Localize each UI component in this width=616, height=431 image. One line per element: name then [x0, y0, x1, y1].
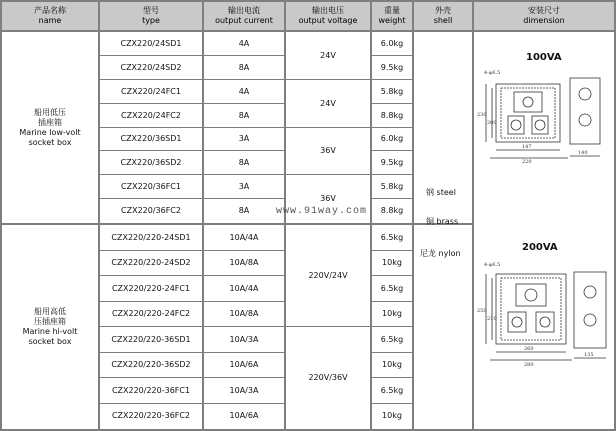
- group-name-line: 船用低压: [34, 107, 66, 117]
- cell-type: CZX220/220-36FC2: [111, 411, 191, 421]
- cell-type: CZX220/24SD1: [120, 38, 182, 48]
- cell-type: CZX220/220-24SD2: [111, 258, 191, 268]
- grid-row-line: [370, 150, 414, 151]
- grid-row-line: [370, 326, 414, 327]
- dimension-drawing-100va: [474, 64, 614, 164]
- dim-h1-100: 230: [477, 112, 487, 118]
- header-weight-en: weight: [378, 16, 406, 25]
- dimension-title-200va: 200VA: [522, 242, 558, 253]
- cell-voltage: 36V: [320, 194, 336, 204]
- group-name-line: socket box: [28, 337, 72, 346]
- group-name-line: socket box: [28, 137, 72, 147]
- header-name-en: name: [38, 16, 62, 25]
- shell-nylon: 尼龙 nylon: [420, 249, 461, 258]
- grid-row-line: [370, 174, 414, 175]
- cell-current: 10A/4A: [229, 232, 259, 242]
- cell-weight: 8.8kg: [380, 206, 404, 216]
- cell-voltage: 220V/36V: [308, 373, 348, 382]
- cell-type: CZX220/36FC2: [121, 206, 181, 216]
- dim-w1-100: 147: [522, 144, 532, 150]
- cell-voltage: 220V/24V: [308, 271, 348, 280]
- dim-w2-200: 280: [524, 362, 534, 368]
- header-type-en: type: [142, 16, 160, 25]
- grid-row-line: [98, 301, 286, 302]
- dim-h2-100: 200: [487, 120, 497, 126]
- cell-weight: 6.0kg: [380, 38, 404, 48]
- box-front-outline: [496, 274, 566, 344]
- grid-row-line: [98, 79, 286, 80]
- cell-weight: 6.5kg: [380, 232, 404, 242]
- group-name-line: Marine low-volt: [19, 127, 81, 137]
- cell-weight: 10kg: [382, 411, 402, 421]
- grid-row-line: [284, 174, 372, 175]
- cell-voltage: 36V: [320, 146, 336, 156]
- grid-row-line: [284, 127, 372, 128]
- cell-current: 4A: [238, 86, 250, 96]
- shell-brass: 铜 brass: [426, 217, 459, 226]
- grid-row-line: [98, 250, 286, 251]
- grid-row-line: [370, 103, 414, 104]
- dim-w1-200: 260: [524, 346, 534, 352]
- cell-weight: 6.0kg: [380, 134, 404, 144]
- box-side-outline: [574, 272, 606, 348]
- grid-row-line: [98, 198, 286, 199]
- cell-current: 8A: [238, 206, 250, 216]
- cell-type: CZX220/220-36SD1: [111, 334, 191, 344]
- header-dimension: [474, 2, 614, 30]
- cell-weight: 6.5kg: [380, 334, 404, 344]
- cell-type: CZX220/24SD2: [120, 62, 182, 72]
- cell-weight: 10kg: [382, 309, 402, 319]
- header-current-cn: 输出电流: [228, 6, 260, 15]
- cell-type: CZX220/220-24FC2: [111, 309, 191, 319]
- header-voltage: [286, 2, 370, 30]
- grid-row-line: [98, 403, 286, 404]
- cell-weight: 9.5kg: [380, 158, 404, 168]
- grid-row-line: [370, 79, 414, 80]
- grid-top: [0, 0, 616, 2]
- grid-row-line: [370, 55, 414, 56]
- grid-row-line: [98, 326, 286, 327]
- header-dimension-cn: 安装尺寸: [528, 6, 560, 15]
- dim-w2-100: 220: [522, 159, 532, 164]
- header-weight: [372, 2, 412, 30]
- cell-current: 8A: [238, 62, 250, 72]
- header-current: [204, 2, 284, 30]
- dim-h1-200: 250: [477, 308, 487, 314]
- dim-h2-200: 210: [487, 316, 497, 322]
- grid-row-line: [98, 55, 286, 56]
- header-voltage-en: output voltage: [298, 16, 358, 25]
- grid-row-line: [370, 250, 414, 251]
- grid-row-line: [98, 127, 286, 128]
- grid-row-line: [98, 174, 286, 175]
- cell-current: 10A/4A: [229, 283, 259, 293]
- cell-current: 10A/3A: [229, 334, 259, 344]
- grid-row-line: [370, 301, 414, 302]
- header-current-en: output current: [215, 16, 273, 25]
- grid-row-line: [98, 103, 286, 104]
- group-name-1: [2, 225, 98, 429]
- cell-type: CZX220/220-36FC1: [111, 385, 191, 395]
- shell-steel: 钢 steel: [426, 188, 456, 197]
- grid-row-line: [98, 275, 286, 276]
- grid-row-line: [370, 275, 414, 276]
- group-name-line: 压插座箱: [34, 317, 66, 326]
- cell-current: 8A: [238, 158, 250, 168]
- cell-current: 10A/6A: [229, 360, 259, 370]
- grid-row-line: [370, 403, 414, 404]
- cell-current: 3A: [238, 182, 250, 192]
- dim-d-200: 135: [584, 352, 594, 358]
- cell-current: 8A: [238, 110, 250, 120]
- cell-current: 10A/3A: [229, 385, 259, 395]
- cell-current: 10A/8A: [229, 258, 259, 268]
- header-name: [2, 2, 98, 30]
- grid-row-line: [284, 326, 372, 327]
- cell-weight: 10kg: [382, 258, 402, 268]
- cell-type: CZX220/24FC1: [121, 86, 181, 96]
- grid-row-line: [98, 352, 286, 353]
- cell-weight: 10kg: [382, 360, 402, 370]
- cell-weight: 5.8kg: [380, 182, 404, 192]
- grid-row-line: [370, 352, 414, 353]
- grid-col-5: [412, 0, 414, 431]
- watermark: www.91way.com: [276, 206, 368, 217]
- grid-row-line: [98, 377, 286, 378]
- grid-row-line: [370, 127, 414, 128]
- box-front-outline: [496, 84, 560, 142]
- cell-type: CZX220/220-24SD1: [111, 232, 191, 242]
- header-weight-cn: 重量: [384, 6, 400, 15]
- cell-weight: 5.8kg: [380, 86, 404, 96]
- grid-row-line: [284, 79, 372, 80]
- dim-d-100: 140: [578, 150, 588, 156]
- cell-current: 4A: [238, 38, 250, 48]
- header-voltage-cn: 输出电压: [312, 6, 344, 15]
- dimension-drawing-200va: [474, 258, 614, 368]
- cell-current: 10A/8A: [229, 309, 259, 319]
- header-dimension-en: dimension: [523, 16, 565, 25]
- cell-type: CZX220/24FC2: [121, 110, 181, 120]
- dim-holes-200: 4-φ6.5: [484, 262, 501, 268]
- cell-weight: 6.5kg: [380, 283, 404, 293]
- cell-type: CZX220/220-24FC1: [111, 283, 191, 293]
- header-type: [100, 2, 202, 30]
- header-shell-cn: 外壳: [435, 6, 451, 15]
- cell-voltage: 24V: [320, 50, 336, 60]
- grid-row-line: [98, 150, 286, 151]
- group-name-line: 插座箱: [38, 117, 62, 127]
- group-name-line: Marine hi-volt: [22, 327, 78, 336]
- grid-row-line: [370, 198, 414, 199]
- cell-voltage: 24V: [320, 98, 336, 108]
- cell-weight: 8.8kg: [380, 110, 404, 120]
- cell-weight: 9.5kg: [380, 62, 404, 72]
- cell-type: CZX220/36FC1: [121, 182, 181, 192]
- cell-weight: 6.5kg: [380, 385, 404, 395]
- header-name-cn: 产品名称: [34, 6, 66, 15]
- header-shell: [414, 2, 472, 30]
- cell-current: 3A: [238, 134, 250, 144]
- header-type-cn: 型号: [143, 6, 159, 15]
- cell-type: CZX220/36SD1: [120, 134, 182, 144]
- grid-row-line: [370, 377, 414, 378]
- cell-type: CZX220/220-36SD2: [111, 360, 191, 370]
- cell-type: CZX220/36SD2: [120, 158, 182, 168]
- cell-current: 10A/6A: [229, 411, 259, 421]
- dim-holes-100: 4-φ6.5: [484, 70, 501, 76]
- header-shell-en: shell: [433, 16, 453, 25]
- group-name-0: [2, 32, 98, 223]
- dimension-title-100va: 100VA: [526, 52, 562, 63]
- group-name-line: 船用高低: [34, 307, 66, 316]
